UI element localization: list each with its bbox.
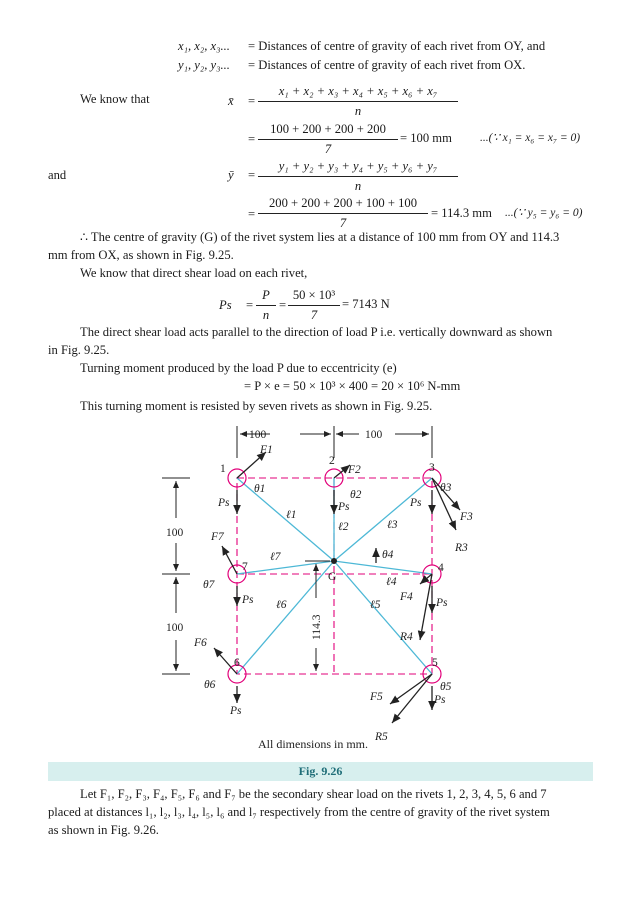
angle-label-2: θ2 (350, 489, 362, 501)
ybar-denominator: n (354, 178, 362, 193)
ps-values-fraction (288, 288, 340, 323)
ybar-values-denominator: 7 (339, 215, 347, 230)
rivet-label-3: 3 (429, 462, 435, 474)
xbar-values-denominator: 7 (324, 141, 332, 156)
xbar-result: = 100 mm (400, 131, 452, 145)
dim-left-upper: 100 (166, 527, 184, 539)
dim-top-right: 100 (365, 429, 383, 441)
xbar-formula-fraction (258, 84, 458, 119)
distance-label-7: ℓ7 (270, 551, 281, 563)
rivet-label-2: 2 (329, 455, 335, 467)
x-definition: = Distances of centre of gravity of each rivet from OY, and (248, 39, 546, 53)
turning-moment-line1: Turning moment produced by the load P due to eccentricity (e) (80, 361, 397, 375)
ybar-formula-fraction (258, 159, 458, 194)
distance-label-5: ℓ5 (370, 599, 381, 611)
xbar-values-fraction (258, 122, 398, 157)
dim-left-lower: 100 (166, 622, 184, 634)
angle-label-3: θ3 (440, 482, 452, 494)
ps-label-rivet-1: Ps (218, 497, 230, 509)
ps-symbol: Ps (219, 298, 232, 312)
xbar-note: ...(∵ x₁ = x₆ = x₇ = 0) (480, 132, 581, 144)
ps-equals-2: = (279, 298, 287, 312)
ybar-result: = 114.3 mm (431, 206, 492, 220)
force-label-f7: F7 (211, 531, 224, 543)
force-label-f4: F4 (400, 591, 413, 603)
force-label-f5: F5 (370, 691, 383, 703)
dim-top-left: 100 (249, 429, 267, 441)
final-paragraph-line2: placed at distances l₁, l₂, l₃, l₄, l₅, l₆ and l₇ respectively from the centre of gravity of the rivet system (48, 805, 550, 819)
angle-label-4: θ4 (382, 549, 394, 561)
centre-of-gravity-point (331, 558, 337, 564)
figure-caption: Fig. 9.26 (48, 762, 593, 781)
resultant-label-r4: R4 (400, 631, 413, 643)
ps-label-rivet-4: Ps (436, 597, 448, 609)
xbar-equals-2: = (248, 132, 256, 146)
xbar-values-numerator: 100 + 200 + 200 + 200 (258, 122, 398, 140)
ps-values-numerator: 50 × 10³ (288, 288, 340, 306)
angle-label-5: θ5 (440, 681, 452, 693)
rivet-label-6: 6 (234, 657, 240, 669)
force-label-f2: F2 (348, 464, 361, 476)
ybar-values-fraction (258, 196, 428, 231)
distance-label-6: ℓ6 (276, 599, 287, 611)
x-variables: x₁, x₂, x₃... (178, 39, 230, 53)
dim-centre-height: 114.3 (311, 614, 323, 640)
force-arrows (214, 452, 460, 723)
y-definition: = Distances of centre of gravity of each rivet from OX. (248, 58, 526, 72)
ybar-numerator: y₁ + y₂ + y₃ + y₄ + y₅ + y₆ + y₇ (258, 159, 458, 177)
direct-shear-intro: We know that direct shear load on each rivet, (80, 266, 308, 280)
ps-label-rivet-2: Ps (338, 501, 350, 513)
xbar-intro: We know that (80, 92, 150, 106)
direct-shear-line2: in Fig. 9.25. (48, 343, 110, 357)
direct-shear-line1: The direct shear load acts parallel to the direction of load P i.e. vertically downward as shown (80, 325, 553, 339)
force-label-f6: F6 (194, 637, 207, 649)
ybar-note: ...(∵ y₅ = y₆ = 0) (505, 207, 583, 219)
ybar-values-numerator: 200 + 200 + 200 + 100 + 100 (258, 196, 428, 214)
cg-statement-line2: mm from OX, as shown in Fig. 9.25. (48, 248, 234, 262)
ps-label-rivet-3: Ps (410, 497, 422, 509)
dimensions-note: All dimensions in mm. (258, 737, 369, 751)
xbar-equals: = (248, 94, 256, 108)
y-variables: y₁, y₂, y₃... (178, 58, 230, 72)
ps-label-rivet-6: Ps (230, 705, 242, 717)
ybar-intro: and (48, 168, 67, 182)
distance-label-1: ℓ1 (286, 509, 297, 521)
angle-label-6: θ6 (204, 679, 216, 691)
rivet-label-1: 1 (220, 463, 226, 475)
xbar-numerator: x₁ + x₂ + x₃ + x₄ + x₅ + x₆ + x₇ (258, 84, 458, 102)
rivet-label-5: 5 (432, 657, 438, 669)
force-label-f1: F1 (260, 444, 273, 456)
ps-result: = 7143 N (342, 297, 390, 311)
ybar-equals: = (248, 168, 256, 182)
xbar-denominator: n (354, 103, 362, 118)
ps-values-denominator: 7 (310, 307, 318, 322)
distance-label-2: ℓ2 (338, 521, 349, 533)
distance-label-3: ℓ3 (387, 519, 398, 531)
resultant-label-r3: R3 (455, 542, 468, 554)
cg-statement-line1: ∴ The centre of gravity (G) of the rivet system lies at a distance of 100 mm from OY and 114.3 (80, 230, 560, 244)
turning-moment-line2: = P × e = 50 × 10³ × 400 = 20 × 10⁶ N-mm (244, 379, 461, 393)
ps-equals: = (246, 298, 254, 312)
ps-fraction-p-over-n (256, 288, 276, 323)
ybar-equals-2: = (248, 207, 256, 221)
rivet-system-figure (0, 418, 638, 758)
final-paragraph-line3: as shown in Fig. 9.26. (48, 823, 159, 837)
distance-label-4: ℓ4 (386, 576, 397, 588)
ps-label-rivet-7: Ps (242, 594, 254, 606)
ps-fraction-denominator: n (262, 307, 270, 322)
angle-label-1: θ1 (254, 483, 266, 495)
rivet-label-7: 7 (242, 561, 248, 573)
ps-label-rivet-5: Ps (434, 694, 446, 706)
centre-of-gravity-label: G (328, 571, 337, 583)
ps-fraction-numerator: P (256, 288, 276, 306)
final-paragraph-line1: Let F₁, F₂, F₃, F₄, F₅, F₆ and F₇ be the secondary shear load on the rivets 1, 2, 3, 4, 5, 6 and 7 (80, 787, 547, 801)
resisted-statement: This turning moment is resisted by seven rivets as shown in Fig. 9.25. (80, 399, 433, 413)
resultant-label-r5: R5 (375, 731, 388, 743)
force-label-f3: F3 (460, 511, 473, 523)
xbar-symbol: x̄ (228, 94, 234, 108)
ybar-symbol: ȳ (228, 168, 234, 182)
rivet-label-4: 4 (438, 562, 444, 574)
angle-label-7: θ7 (203, 579, 215, 591)
